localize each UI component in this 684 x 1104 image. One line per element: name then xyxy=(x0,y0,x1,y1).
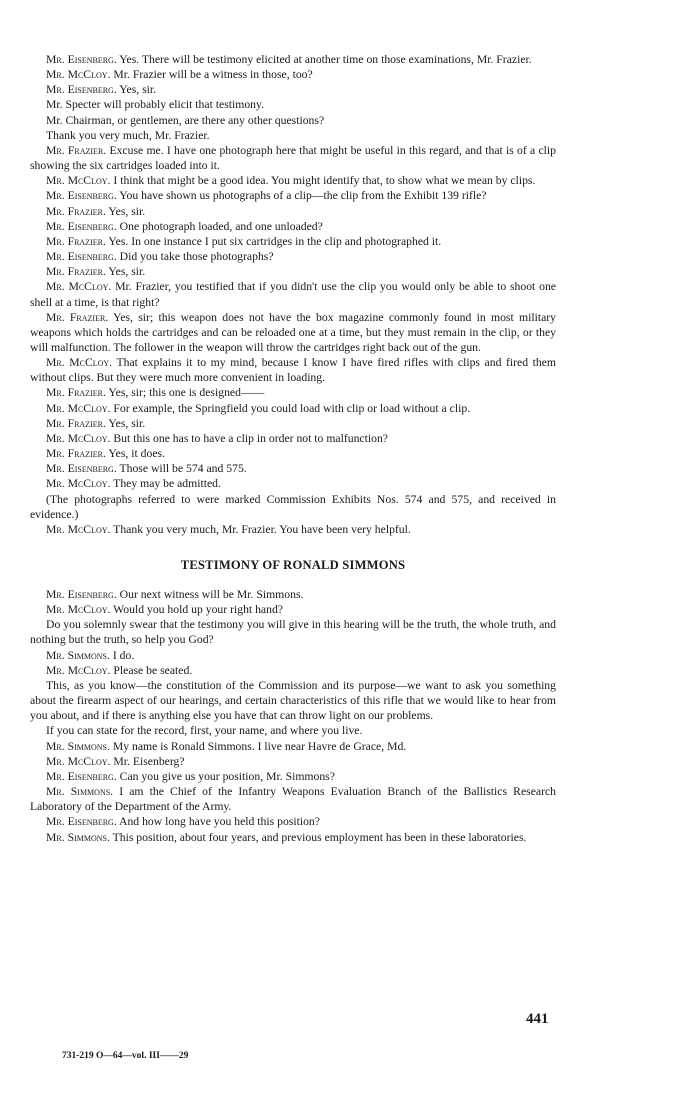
paragraph-text: Yes, sir. xyxy=(105,265,146,279)
testimony-simmons-section xyxy=(30,587,556,845)
speaker-name: Mr. Frazier. xyxy=(46,416,106,430)
transcript-paragraph xyxy=(30,814,556,829)
speaker-name: Mr. Eisenberg. xyxy=(46,83,117,97)
paragraph-text: Mr. Eisenberg? xyxy=(110,754,185,768)
transcript-paragraph xyxy=(30,113,556,128)
speaker-name: Mr. Frazier. xyxy=(46,447,106,461)
speaker-name: Mr. Eisenberg. xyxy=(46,588,117,601)
transcript-paragraph xyxy=(30,264,556,279)
transcript-paragraph xyxy=(30,784,556,814)
speaker-name: Mr. Frazier. xyxy=(46,386,106,400)
printing-code: 731-219 O—64—vol. III——29 xyxy=(62,1051,189,1061)
speaker-name: Mr. McCloy. xyxy=(46,174,111,188)
transcript-paragraph xyxy=(30,476,556,491)
transcript-paragraph xyxy=(30,82,556,97)
paragraph-text: Yes, sir; this one is designed—— xyxy=(105,386,265,400)
paragraph-text: (The photographs referred to were marked Commission Exhibits Nos. 574 and 575, and received in evidence.) xyxy=(30,492,556,521)
transcript-paragraph xyxy=(30,648,556,663)
paragraph-text: My name is Ronald Simmons. I live near Havre de Grace, Md. xyxy=(109,739,407,753)
speaker-name: Mr. Frazier. xyxy=(46,143,107,157)
paragraph-text: Thank you very much, Mr. Frazier. You have been very helpful. xyxy=(110,522,411,536)
testimony-frazier-section xyxy=(30,52,556,537)
speaker-name: Mr. Frazier. xyxy=(46,265,106,279)
paragraph-text: This, as you know—the constitution of the Commission and its purpose—we want to ask you something about the firearm aspect of our hearings, and certain characteristics of this rifle that we would like to hear from you about, and if there is anything else you have that can throw light on our problems. xyxy=(30,678,556,723)
paragraph-text: Yes, sir. xyxy=(116,83,157,97)
speaker-name: Mr. Simmons. xyxy=(46,785,114,799)
speaker-name: Mr. McCloy. xyxy=(46,603,111,617)
paragraph-text: One photograph loaded, and one unloaded? xyxy=(116,219,323,233)
paragraph-text: That explains it to my mind, because I know I have fired rifles with clips and fired them without clips. But they were much more convenient in loading. xyxy=(30,356,556,385)
speaker-name: Mr. Simmons. xyxy=(46,648,110,662)
speaker-name: Mr. McCloy. xyxy=(46,401,111,415)
speaker-name: Mr. Eisenberg. xyxy=(46,219,117,233)
transcript-paragraph xyxy=(30,52,556,67)
speaker-name: Mr. McCloy. xyxy=(46,431,111,445)
speaker-name: Mr. McCloy. xyxy=(46,280,112,294)
paragraph-text: Mr. Specter will probably elicit that testimony. xyxy=(46,98,265,112)
transcript-paragraph xyxy=(30,249,556,264)
transcript-paragraph xyxy=(30,446,556,461)
paragraph-text: Can you give us your position, Mr. Simmons? xyxy=(116,769,335,783)
paragraph-text: Yes, sir; this weapon does not have the box magazine commonly found in most military weapons which holds the cartridges and can be reloaded one at a time, but they must remain in the clip, or they will malfunction. The follower in the weapon will throw the cartridges right back out of the gun. xyxy=(30,310,556,354)
paragraph-text: And how long have you held this position? xyxy=(116,815,320,829)
speaker-name: Mr. Eisenberg. xyxy=(46,250,117,264)
paragraph-text: This position, about four years, and previous employment has been in these laboratories. xyxy=(109,830,527,844)
paragraph-text: Do you solemnly swear that the testimony you will give in this hearing will be the truth, the whole truth, and nothing but the truth, so help you God? xyxy=(30,618,556,647)
speaker-name: Mr. McCloy. xyxy=(46,356,113,370)
paragraph-text: Yes, sir. xyxy=(105,204,146,218)
transcript-paragraph xyxy=(30,587,556,602)
paragraph-text: Yes. There will be testimony elicited at another time on those examinations, Mr. Frazier. xyxy=(116,53,532,66)
paragraph-text: Yes, it does. xyxy=(105,447,165,461)
transcript-paragraph xyxy=(30,678,556,723)
paragraph-text: I do. xyxy=(109,648,135,662)
transcript-paragraph xyxy=(30,401,556,416)
paragraph-text: They may be admitted. xyxy=(110,477,221,491)
transcript-paragraph xyxy=(30,431,556,446)
paragraph-text: Mr. Chairman, or gentlemen, are there any other questions? xyxy=(46,113,325,127)
transcript-paragraph xyxy=(30,723,556,738)
transcript-paragraph xyxy=(30,492,556,522)
transcript-paragraph xyxy=(30,188,556,203)
page-number: 441 xyxy=(526,1011,549,1027)
paragraph-text: Thank you very much, Mr. Frazier. xyxy=(46,128,210,142)
paragraph-text: Our next witness will be Mr. Simmons. xyxy=(116,588,304,601)
document-page xyxy=(30,52,556,845)
paragraph-text: Did you take those photographs? xyxy=(116,250,274,264)
paragraph-text: I think that might be a good idea. You might identify that, to show what we mean by clips. xyxy=(110,174,536,188)
transcript-paragraph xyxy=(30,97,556,112)
paragraph-text: Those will be 574 and 575. xyxy=(116,462,247,476)
speaker-name: Mr. Simmons. xyxy=(46,830,110,844)
paragraph-text: Yes, sir. xyxy=(105,416,146,430)
transcript-paragraph xyxy=(30,67,556,82)
section-heading: TESTIMONY OF RONALD SIMMONS xyxy=(180,558,406,572)
speaker-name: Mr. Eisenberg. xyxy=(46,189,117,203)
transcript-paragraph xyxy=(30,234,556,249)
transcript-paragraph xyxy=(30,385,556,400)
transcript-paragraph xyxy=(30,617,556,647)
speaker-name: Mr. McCloy. xyxy=(46,663,111,677)
transcript-paragraph xyxy=(30,219,556,234)
speaker-name: Mr. McCloy. xyxy=(46,754,111,768)
transcript-paragraph xyxy=(30,204,556,219)
speaker-name: Mr. Eisenberg. xyxy=(46,53,117,66)
speaker-name: Mr. Frazier. xyxy=(46,310,109,324)
paragraph-text: Mr. Frazier, you testified that if you didn't use the clip you would only be able to shoot one shell at a time, is that right? xyxy=(30,280,556,309)
transcript-paragraph xyxy=(30,173,556,188)
speaker-name: Mr. Eisenberg. xyxy=(46,769,117,783)
transcript-paragraph xyxy=(30,739,556,754)
paragraph-text: Excuse me. I have one photograph here that might be useful in this regard, and that is of a clip showing the six cartridges loaded into it. xyxy=(30,143,556,173)
speaker-name: Mr. Simmons. xyxy=(46,739,110,753)
transcript-paragraph xyxy=(30,830,556,845)
paragraph-text: Yes. In one instance I put six cartridges in the clip and photographed it. xyxy=(105,234,442,248)
transcript-paragraph xyxy=(30,355,556,385)
speaker-name: Mr. Eisenberg. xyxy=(46,462,117,476)
paragraph-text: If you can state for the record, first, your name, and where you live. xyxy=(46,724,363,738)
transcript-paragraph xyxy=(30,522,556,537)
paragraph-text: Please be seated. xyxy=(110,663,193,677)
paragraph-text: I am the Chief of the Infantry Weapons Evaluation Branch of the Ballistics Research Laboratory of the Department of the Army. xyxy=(30,785,556,814)
paragraph-text: Would you hold up your right hand? xyxy=(110,603,283,617)
transcript-paragraph xyxy=(30,663,556,678)
speaker-name: Mr. McCloy. xyxy=(46,522,111,536)
paragraph-text: You have shown us photographs of a clip—the clip from the Exhibit 139 rifle? xyxy=(116,189,487,203)
speaker-name: Mr. Eisenberg. xyxy=(46,815,117,829)
transcript-paragraph xyxy=(30,602,556,617)
speaker-name: Mr. McCloy. xyxy=(46,68,111,82)
paragraph-text: Mr. Frazier will be a witness in those, too? xyxy=(110,68,313,82)
paragraph-text: For example, the Springfield you could load with clip or load without a clip. xyxy=(110,401,471,415)
speaker-name: Mr. McCloy. xyxy=(46,477,111,491)
transcript-paragraph xyxy=(30,279,556,309)
transcript-paragraph xyxy=(30,310,556,355)
transcript-paragraph xyxy=(30,416,556,431)
speaker-name: Mr. Frazier. xyxy=(46,204,106,218)
paragraph-text: But this one has to have a clip in order not to malfunction? xyxy=(110,431,388,445)
transcript-paragraph xyxy=(30,128,556,143)
transcript-paragraph xyxy=(30,754,556,769)
speaker-name: Mr. Frazier. xyxy=(46,234,106,248)
transcript-paragraph xyxy=(30,461,556,476)
transcript-paragraph xyxy=(30,769,556,784)
transcript-paragraph xyxy=(30,143,556,173)
